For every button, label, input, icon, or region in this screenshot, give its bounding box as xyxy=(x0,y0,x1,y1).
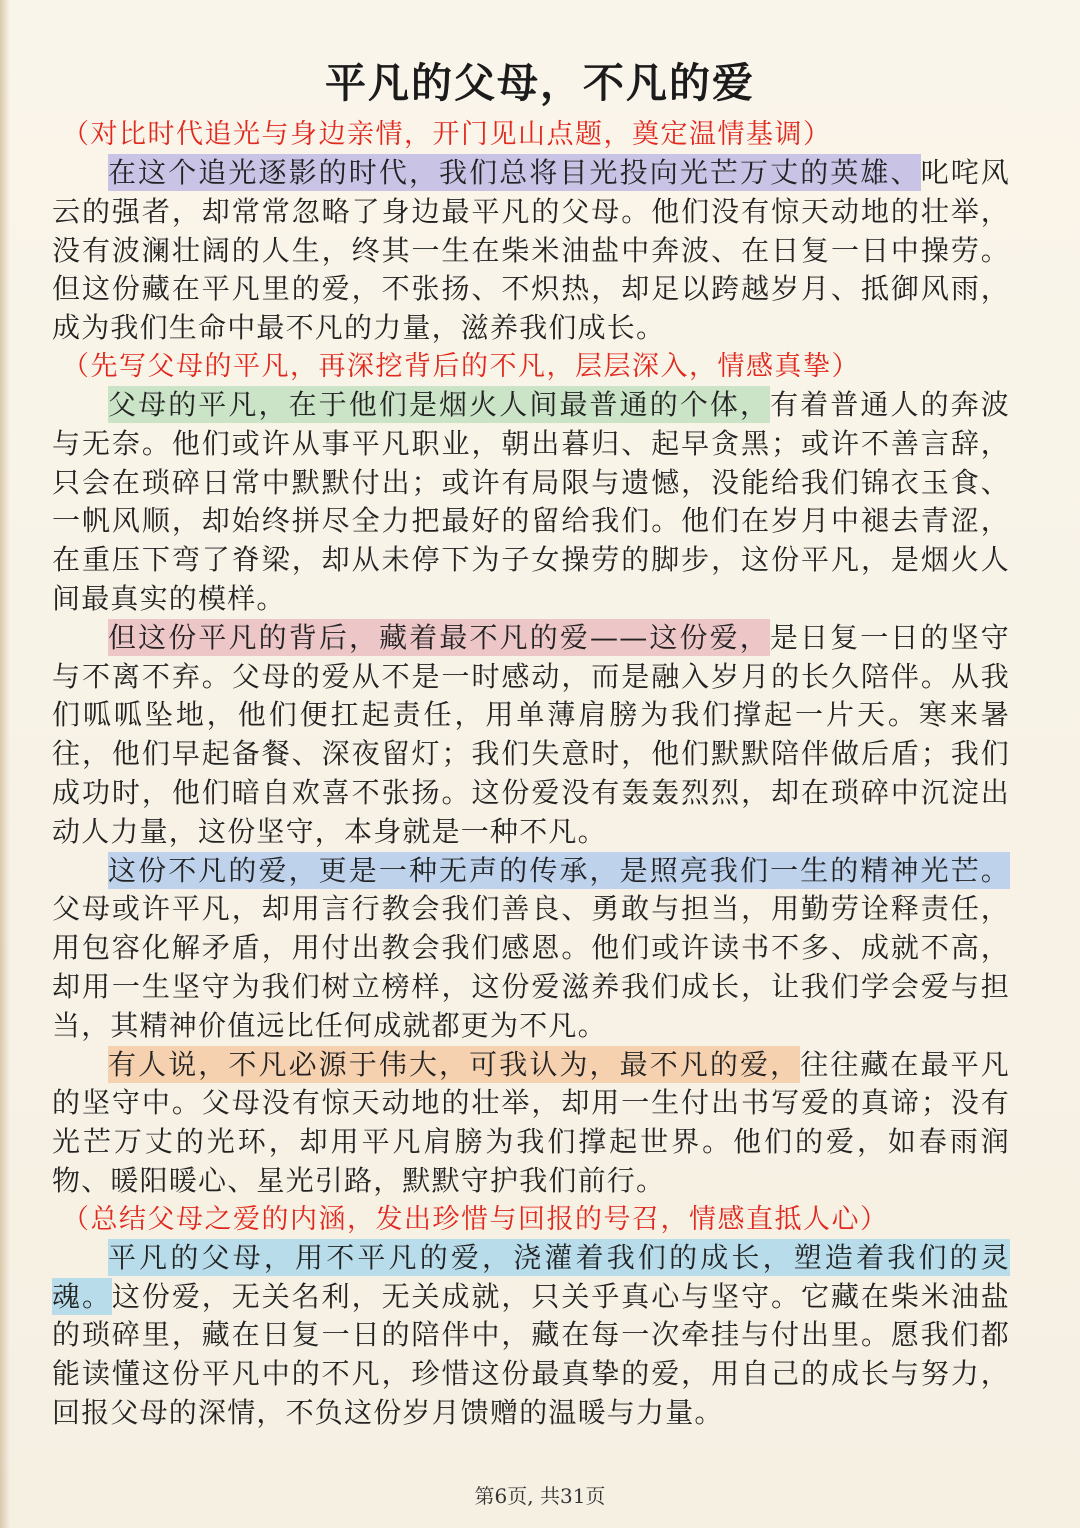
page-title: 平凡的父母，不凡的爱 xyxy=(325,59,755,107)
paragraph xyxy=(52,1239,1010,1433)
paragraph xyxy=(52,154,1010,348)
paragraph-text: 是日复一日的坚守与不离不弃。父母的爱从不是一时感动，而是融入岁月的长久陪伴。从我们呱呱坠地，他们便扛起责任，用单薄肩膀为我们撑起一片天。寒来暑往，他们早起备餐、深夜留灯；我们失意时，他们默默陪伴做后盾；我们成功时，他们暗自欢喜不张扬。这份爱没有轰轰烈烈，却在琐碎中沉淀出动人力量，这份坚守，本身就是一种不凡。 xyxy=(52,620,1010,848)
page-number: 第6页, 共31页 xyxy=(474,1484,606,1508)
highlighted-sentence: 父母的平凡，在于他们是烟火人间最普通的个体， xyxy=(108,387,771,421)
paragraph-text: 有着普通人的奔波与无奈。他们或许从事平凡职业，朝出暮归、起早贪黑；或许不善言辞，只会在琐碎日常中默默付出；或许有局限与遗憾，没能给我们锦衣玉食、一帆风顺，却始终拼尽全力把最好的留给我们。他们在岁月中褪去青涩，在重压下弯了脊梁，却从未停下为子女操劳的脚步，这份平凡，是烟火人间最真实的模样。 xyxy=(52,387,1010,615)
paragraph-text: 叱咤风云的强者，却常常忽略了身边最平凡的父母。他们没有惊天动地的壮举，没有波澜壮阔的人生，终其一生在柴米油盐中奔波、在日复一日中操劳。但这份藏在平凡里的爱，不张扬、不炽热，却足以跨越岁月、抵御风雨，成为我们生命中最不凡的力量，滋养我们成长。 xyxy=(52,156,1011,345)
page-edge-shadow xyxy=(0,0,10,1528)
paragraph xyxy=(52,386,1010,619)
highlighted-sentence: 有人说，不凡必源于伟大，可我认为，最不凡的爱， xyxy=(108,1047,801,1081)
paragraph-text: 往往藏在最平凡的坚守中。父母没有惊天动地的壮举，却用一生付出书写爱的真谛；没有光芒万丈的光环，却用平凡肩膀为我们撑起世界。他们的爱，如春雨润物、暖阳暖心、星光引路，默默守护我们前行。 xyxy=(52,1047,1010,1197)
annotation-note: （先写父母的平凡，再深挖背后的不凡，层层深入，情感真挚） xyxy=(62,350,860,382)
paragraph-text: 这份爱，无关名利，无关成就，只关乎真心与坚守。它藏在柴米油盐的琐碎里，藏在日复一日的陪伴中，藏在每一次牵挂与付出里。愿我们都能读懂这份平凡中的不凡，珍惜这份最真挚的爱，用自己的成长与努力，回报父母的深情，不负这份岁月馈赠的温暖与力量。 xyxy=(52,1279,1010,1429)
paragraph-text: 父母或许平凡，却用言行教会我们善良、勇敢与担当，用勤劳诠释责任，用包容化解矛盾，用付出教会我们感恩。他们或许读书不多、成就不高，却用一生坚守为我们树立榜样，这份爱滋养我们成长，让我们学会爱与担当，其精神价值远比任何成就都更为不凡。 xyxy=(52,892,1010,1042)
paragraph xyxy=(52,852,1010,1046)
highlighted-sentence: 在这个追光逐影的时代，我们总将目光投向光芒万丈的英雄、 xyxy=(108,156,921,189)
highlighted-sentence: 这份不凡的爱，更是一种无声的传承，是照亮我们一生的精神光芒。 xyxy=(108,853,1010,887)
paragraph xyxy=(52,1046,1010,1201)
annotation-note: （总结父母之爱的内涵，发出珍惜与回报的号召，情感直抵人心） xyxy=(62,1203,889,1235)
paragraph xyxy=(52,619,1010,852)
highlighted-sentence: 但这份平凡的背后，藏着最不凡的爱——这份爱， xyxy=(108,620,770,654)
highlighted-sentence: 平凡的父母，用不平凡的爱，浇灌着我们的成长，塑造着我们的灵魂。 xyxy=(52,1240,1010,1313)
annotation-note: （对比时代追光与身边亲情，开门见山点题，奠定温情基调） xyxy=(62,119,832,150)
essay-body xyxy=(52,116,1010,1433)
